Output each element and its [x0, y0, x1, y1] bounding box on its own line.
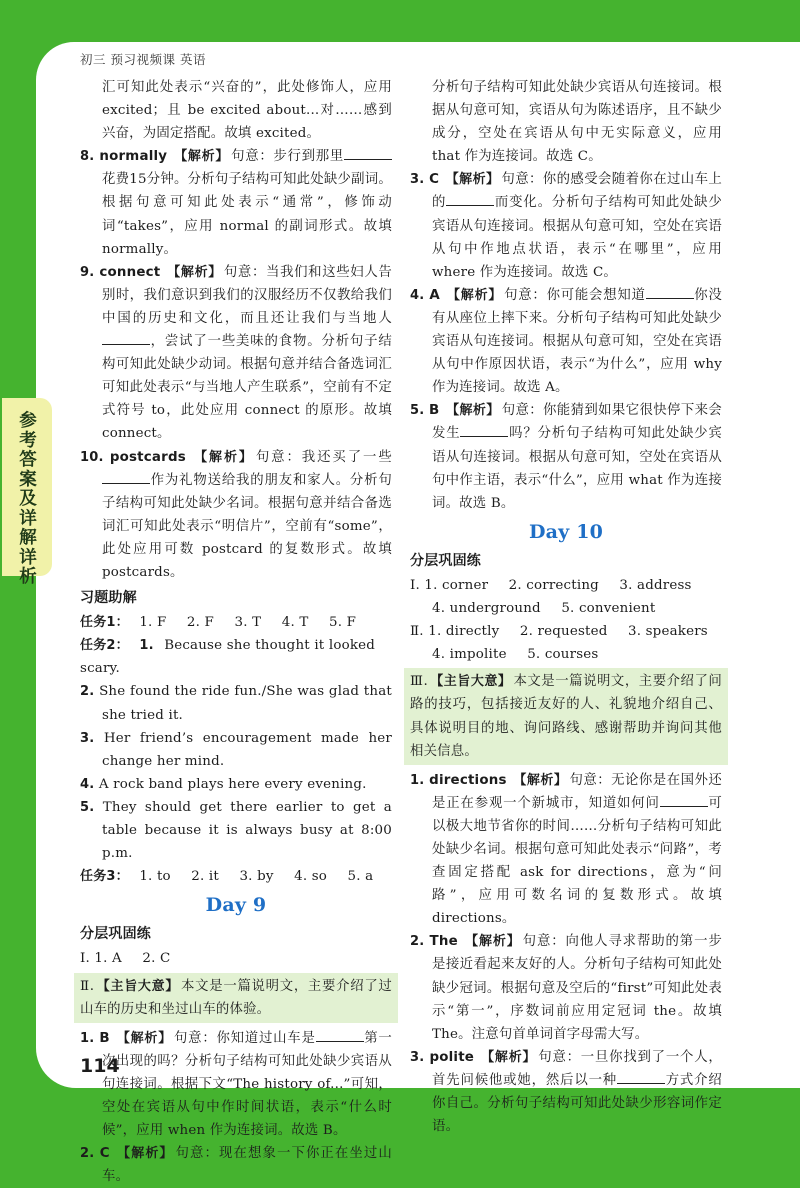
- item-text-pre: 句意：向他人寻求帮助的第一步是接近看起来友好的人。分析句子结构可知此处缺少冠词。根据句意及空后的“first”可知此处表示“第一”，序数词前应用定冠词 the。故填 The。注意句首单词首字母需大写。: [432, 934, 722, 1042]
- task2-item: [80, 727, 392, 773]
- answer-blank: [646, 286, 694, 299]
- day10-part2-row1: [410, 620, 722, 643]
- answer-item-9: [80, 261, 392, 446]
- item-number: 2.: [410, 934, 425, 950]
- main-idea-tag: 【主旨大意】: [429, 674, 512, 690]
- item-answer: A: [429, 287, 440, 303]
- task2-item: [80, 680, 392, 726]
- day10-part1-row1: [410, 574, 722, 597]
- running-head: 初三 预习视频课 英语: [80, 52, 206, 67]
- item-text-post: 可以极大地节省你的时间……分析句子结构可知此处缺少名词。根据句意可知此处表示“问路”，考查固定搭配 ask for directions，意为“问路”，应用可数名词的复数形式。故填 directions。: [432, 795, 723, 927]
- task3-answer: 1. to: [139, 869, 171, 885]
- item-answer: B: [99, 1030, 110, 1046]
- item-text-post: 作为礼物送给我的朋友和家人。分析句子结构可知此处缺少名词。根据句意并结合备选词汇可知此处表示“明信片”，空前有“some”，此处应用可数 postcard 的复数形式。故填 postcards。: [102, 472, 392, 580]
- part2-answer: 2. requested: [519, 624, 608, 640]
- task1-answer: 5. F: [328, 615, 357, 631]
- task3-answer: 2. it: [191, 869, 219, 885]
- item-number: 4.: [80, 776, 95, 792]
- item-answer: The: [429, 934, 458, 950]
- part-label: Ⅱ.: [410, 624, 424, 640]
- task3-answer: 3. by: [239, 869, 274, 885]
- answer-item-10: [80, 446, 392, 585]
- item-answer: C: [99, 1146, 110, 1162]
- item-answer: polite: [429, 1049, 475, 1065]
- analysis-tag: 【解析】: [117, 1146, 174, 1162]
- day10-part1-row2: [410, 597, 722, 620]
- continued-explanation: 分析句子结构可知此处缺少宾语从句连接词。根据从句意可知，宾语从句为陈述语序，且不缺少成分，空处在宾语从句中无实际意义，应用 that 作为连接词。故选 C。: [432, 80, 722, 165]
- task2-item: [80, 773, 392, 796]
- answer-blank: [102, 332, 150, 345]
- task3-answer: 5. a: [347, 869, 374, 885]
- item-text-pre: 句意：无论你是在国外还是正在参观一个新城市，知道如何问: [432, 772, 722, 811]
- task-label: 任务3：: [80, 869, 129, 885]
- analysis-tag: 【解析】: [513, 772, 568, 788]
- part1-answer: 2. correcting: [508, 577, 599, 593]
- analysis-tag: 【解析】: [174, 149, 230, 165]
- task1-answer: 2. F: [186, 615, 215, 631]
- day10-part2-row2: [410, 643, 722, 666]
- analysis-tag: 【解析】: [116, 1030, 172, 1046]
- item-text-pre: 句意：你能猜到如果它很快停下来会发生: [432, 403, 722, 442]
- item-answer: postcards: [109, 449, 186, 465]
- answer-blank: [460, 424, 508, 437]
- item-text-pre: 句意：你知道过山车是: [173, 1030, 316, 1046]
- answer-blank: [660, 794, 708, 807]
- analysis-tag: 【解析】: [465, 934, 521, 950]
- task2-answer: Her friend’s encouragement made her change her mind.: [102, 730, 392, 769]
- item-number: 3.: [410, 1049, 425, 1065]
- day9-answer-item-5: [410, 399, 722, 514]
- item-answer: directions: [429, 772, 507, 788]
- item-text-post: 方式介绍你自己。分析句子结构可知此处缺少形容词作定语。: [432, 1072, 722, 1135]
- day9-answer-item-1: [80, 1027, 392, 1142]
- continued-explanation: 汇可知此处表示“兴奋的”，此处修饰人，应用 excited；且 be excited about...对……感到兴奋，为固定搭配。故填 excited。: [102, 80, 392, 142]
- item-answer: C: [429, 172, 440, 188]
- analysis-tag: 【解析】: [447, 287, 503, 303]
- analysis-tag: 【解析】: [446, 403, 500, 419]
- answer-blank: [617, 1071, 665, 1084]
- item-number: 1.: [139, 638, 154, 654]
- task2-answer: A rock band plays here every evening.: [98, 776, 367, 792]
- item-number: 8.: [80, 149, 95, 165]
- item-text-post: 第一次出现的吗？分析句子结构可知此处缺少宾语从句连接词。根据下文“The history of...”可知，空处在宾语从句中作时间状语，表示“什么时候”，应用 when 作为连接词。故选 B。: [102, 1030, 392, 1139]
- answer-blank: [316, 1029, 364, 1042]
- item-number: 4.: [410, 287, 425, 303]
- section-title-layered-practice: 分层巩固练: [80, 926, 151, 943]
- analysis-tag: 【解析】: [445, 172, 500, 188]
- part2-answer: 5. courses: [527, 647, 599, 663]
- part1-answer: 1. corner: [424, 577, 489, 593]
- answer-item-8: [80, 145, 392, 260]
- analysis-tag: 【解析】: [194, 449, 254, 465]
- part1-answer: 5. convenient: [561, 601, 656, 617]
- part1-answer: 4. underground: [432, 601, 541, 617]
- item-text-pre: 句意：你的感受会随着你在过山车上的: [432, 172, 722, 211]
- main-idea-tag: 【主旨大意】: [96, 978, 180, 994]
- task2-answer: Because she thought it looked scary.: [80, 638, 376, 677]
- main-idea-text: 本文是一篇说明文，主要介绍了过山车的历史和坐过山车的体验。: [80, 978, 393, 1017]
- item-text-post: 花费15分钟。分析句子结构可知此处缺少副词。根据句意可知此处表示“通常”，修饰动词“takes”，应用 normal 的副词形式。故填 normally。: [102, 172, 392, 257]
- item-text-post: 句意：现在想象一下你正在坐过山车。: [102, 1146, 392, 1185]
- part-label: Ⅰ.: [410, 577, 420, 593]
- task3-answers: [80, 865, 392, 888]
- task2-item: [80, 796, 392, 865]
- answer-blank: [446, 193, 494, 206]
- main-idea-box: [74, 973, 398, 1023]
- item-text-pre: 句意：步行到那里: [231, 149, 344, 165]
- day-9-title: Day 9: [205, 894, 267, 917]
- day-10-title: Day 10: [528, 520, 604, 543]
- item-number: 1.: [80, 1030, 95, 1046]
- section-title-layered-practice: 分层巩固练: [410, 552, 481, 569]
- item-number: 1.: [410, 772, 425, 788]
- part-label: Ⅰ.: [80, 951, 90, 967]
- item-answer: B: [429, 403, 440, 419]
- main-idea-box: [404, 668, 728, 764]
- analysis-tag: 【解析】: [167, 264, 222, 280]
- answer-blank: [102, 471, 150, 484]
- task1-answer: 3. T: [234, 615, 262, 631]
- item-answer: connect: [99, 264, 161, 280]
- day9-part1-answers: [80, 947, 392, 970]
- day9-answer-item-2: [80, 1142, 392, 1188]
- part1-answer: 3. address: [619, 577, 692, 593]
- part1-answer: 1. A: [94, 951, 122, 967]
- item-text-pre: 句意：当我们和这些妇人告别时，我们意识到我们的汉服经历不仅教给我们中国的历史和文化，而且还让我们与当地人: [102, 264, 392, 326]
- item-number: 3.: [410, 172, 425, 188]
- page-number: 114: [80, 1055, 120, 1077]
- day9-answer-item-3: [410, 168, 722, 283]
- task2-answer: She found the ride fun./She was glad that she tried it.: [99, 684, 392, 723]
- item-text-post: 而变化。分析句子结构可知此处缺少宾语从句连接词。根据从句意可知，空处在宾语从句中作地点状语，表示“在哪里”，应用 where 作为连接词。故选 C。: [432, 195, 723, 280]
- item-number: 5.: [410, 403, 425, 419]
- day10-answer-item-3: [410, 1046, 722, 1138]
- left-column: [80, 76, 392, 1188]
- item-number: 3.: [80, 730, 95, 746]
- task2-answers: [80, 634, 392, 680]
- item-number: 2.: [80, 684, 95, 700]
- item-text-post: 吗？分析句子结构可知此处缺少宾语从句连接词。根据从句意可知，空处在宾语从句中作主语，表示“什么”，应用 what 作为连接词。故选 B。: [432, 426, 723, 511]
- day9-answer-item-4: [410, 284, 722, 399]
- item-text-post: 你没有从座位上摔下来。分析句子结构可知此处缺少宾语从句连接词。根据从句意可知，空处在宾语从句中作原因状语，表示“为什么”，应用 why 作为连接词。故选 A。: [432, 287, 723, 396]
- part-label: Ⅲ.: [410, 674, 428, 690]
- item-answer: normally: [99, 149, 168, 165]
- day10-answer-item-1: [410, 769, 722, 931]
- task-label: 任务1：: [80, 615, 129, 631]
- item-text-pre: 句意：我还买了一些: [255, 449, 392, 465]
- task1-answer: 1. F: [139, 615, 167, 631]
- item-text-pre: 句意：一旦你找到了一个人，首先问候他或她，然后以一种: [432, 1049, 722, 1088]
- item-number: 5.: [80, 799, 95, 815]
- day10-answer-item-2: [410, 930, 722, 1045]
- right-column: [410, 76, 722, 1138]
- task3-answer: 4. so: [294, 869, 328, 885]
- analysis-tag: 【解析】: [481, 1049, 537, 1065]
- part2-answer: 1. directly: [428, 624, 500, 640]
- part1-answer: 2. C: [142, 951, 171, 967]
- item-number: 9.: [80, 264, 95, 280]
- item-text-pre: 句意：你可能会想知道: [504, 287, 646, 303]
- part-label: Ⅱ.: [80, 978, 95, 994]
- item-number: 10.: [80, 449, 104, 465]
- part2-answer: 3. speakers: [627, 624, 708, 640]
- answer-blank: [344, 147, 392, 160]
- task2-answer: They should get there earlier to get a table because it is always busy at 8:00 p.m.: [102, 799, 392, 862]
- part2-answer: 4. impolite: [432, 647, 507, 663]
- item-number: 2.: [80, 1146, 95, 1162]
- section-title-exercise-help: 习题助解: [80, 590, 137, 607]
- item-text-post: ，尝试了一些美味的食物。分析句子结构可知此处缺少动词。根据句意并结合备选词汇可知此处表示“与当地人产生联系”，空前有不定式符号 to，此处应用 connect 的原形。故填 connect。: [102, 334, 392, 442]
- task-label: 任务2：: [80, 638, 129, 654]
- main-idea-text: 本文是一篇说明文，主要介绍了问路的技巧，包括接近友好的人、礼貌地介绍自己、具体说明目的地、询问路线、感谢帮助并询问其他相关信息。: [410, 674, 722, 759]
- task1-answer: 4. T: [281, 615, 309, 631]
- task1-answers: [80, 611, 392, 634]
- side-tab-label: 参考答案及详解详析: [19, 411, 37, 587]
